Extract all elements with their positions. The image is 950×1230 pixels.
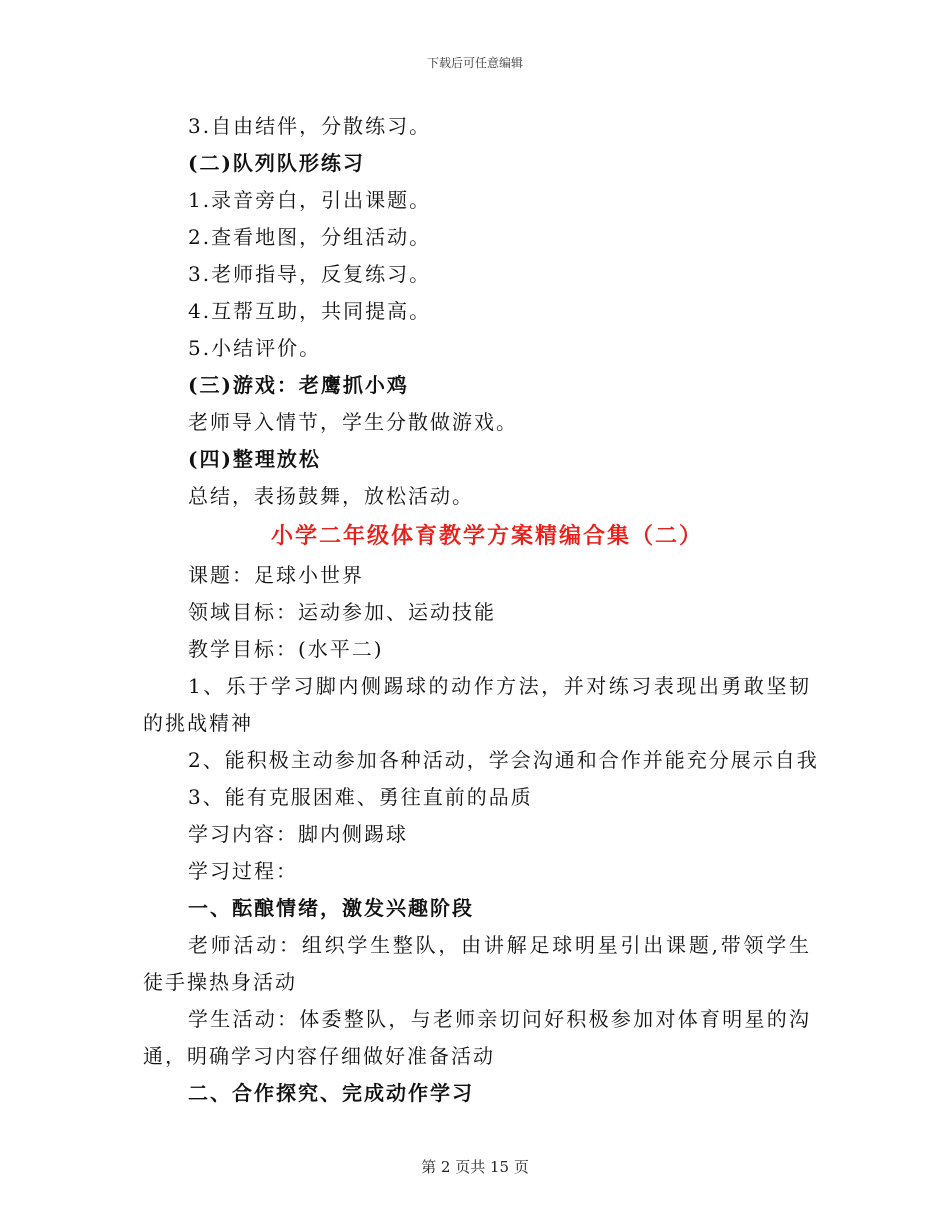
text-line: 教学目标：(水平二) [188,637,384,661]
text-line: 学习过程： [188,859,298,883]
list-item: 1.录音旁白，引出课题。 [188,188,432,212]
section-heading: (四)整理放松 [188,447,321,471]
section-heading: 二、合作探究、完成动作学习 [188,1081,474,1105]
text-line: 总结，表扬鼓舞，放松活动。 [188,484,474,508]
text-line: 2、能积极主动参加各种活动，学会沟通和合作并能充分展示自我 [188,748,819,772]
document-title: 小学二年级体育教学方案精编合集（二） [270,523,703,549]
list-item: 3.老师指导，反复练习。 [188,262,432,286]
text-line: 领域目标：运动参加、运动技能 [188,600,496,624]
text-line: 老师导入情节，学生分散做游戏。 [188,410,518,434]
text-line: 课题：足球小世界 [188,563,364,587]
section-heading: (二)队列队形练习 [188,151,365,175]
text-line: 3、能有克服困难、勇往直前的品质 [188,785,533,809]
section-heading: (三)游戏：老鹰抓小鸡 [188,373,409,397]
paragraph: 学生活动：体委整队，与老师亲切问好积极参加对体育明星的沟通，明确学习内容仔细做好准备活动 [143,1007,811,1068]
paragraph: 老师活动：组织学生整队，由讲解足球明星引出课题,带领学生徒手操热身活动 [143,933,811,994]
paragraph: 1、乐于学习脚内侧踢球的动作方法，并对练习表现出勇敢坚韧的挑战精神 [143,674,811,735]
text-line: 学习内容：脚内侧踢球 [188,822,408,846]
list-item: 3.自由结伴，分散练习。 [188,114,432,138]
document-body [143,108,819,1112]
page-footer: 第 2 页共 15 页 [421,1158,529,1176]
page-header: 下载后可任意编辑 [426,56,523,70]
list-item: 5.小结评价。 [188,336,322,360]
list-item: 2.查看地图，分组活动。 [188,225,432,249]
section-heading: 一、酝酿情绪，激发兴趣阶段 [188,896,474,920]
list-item: 4.互帮互助，共同提高。 [188,299,432,323]
